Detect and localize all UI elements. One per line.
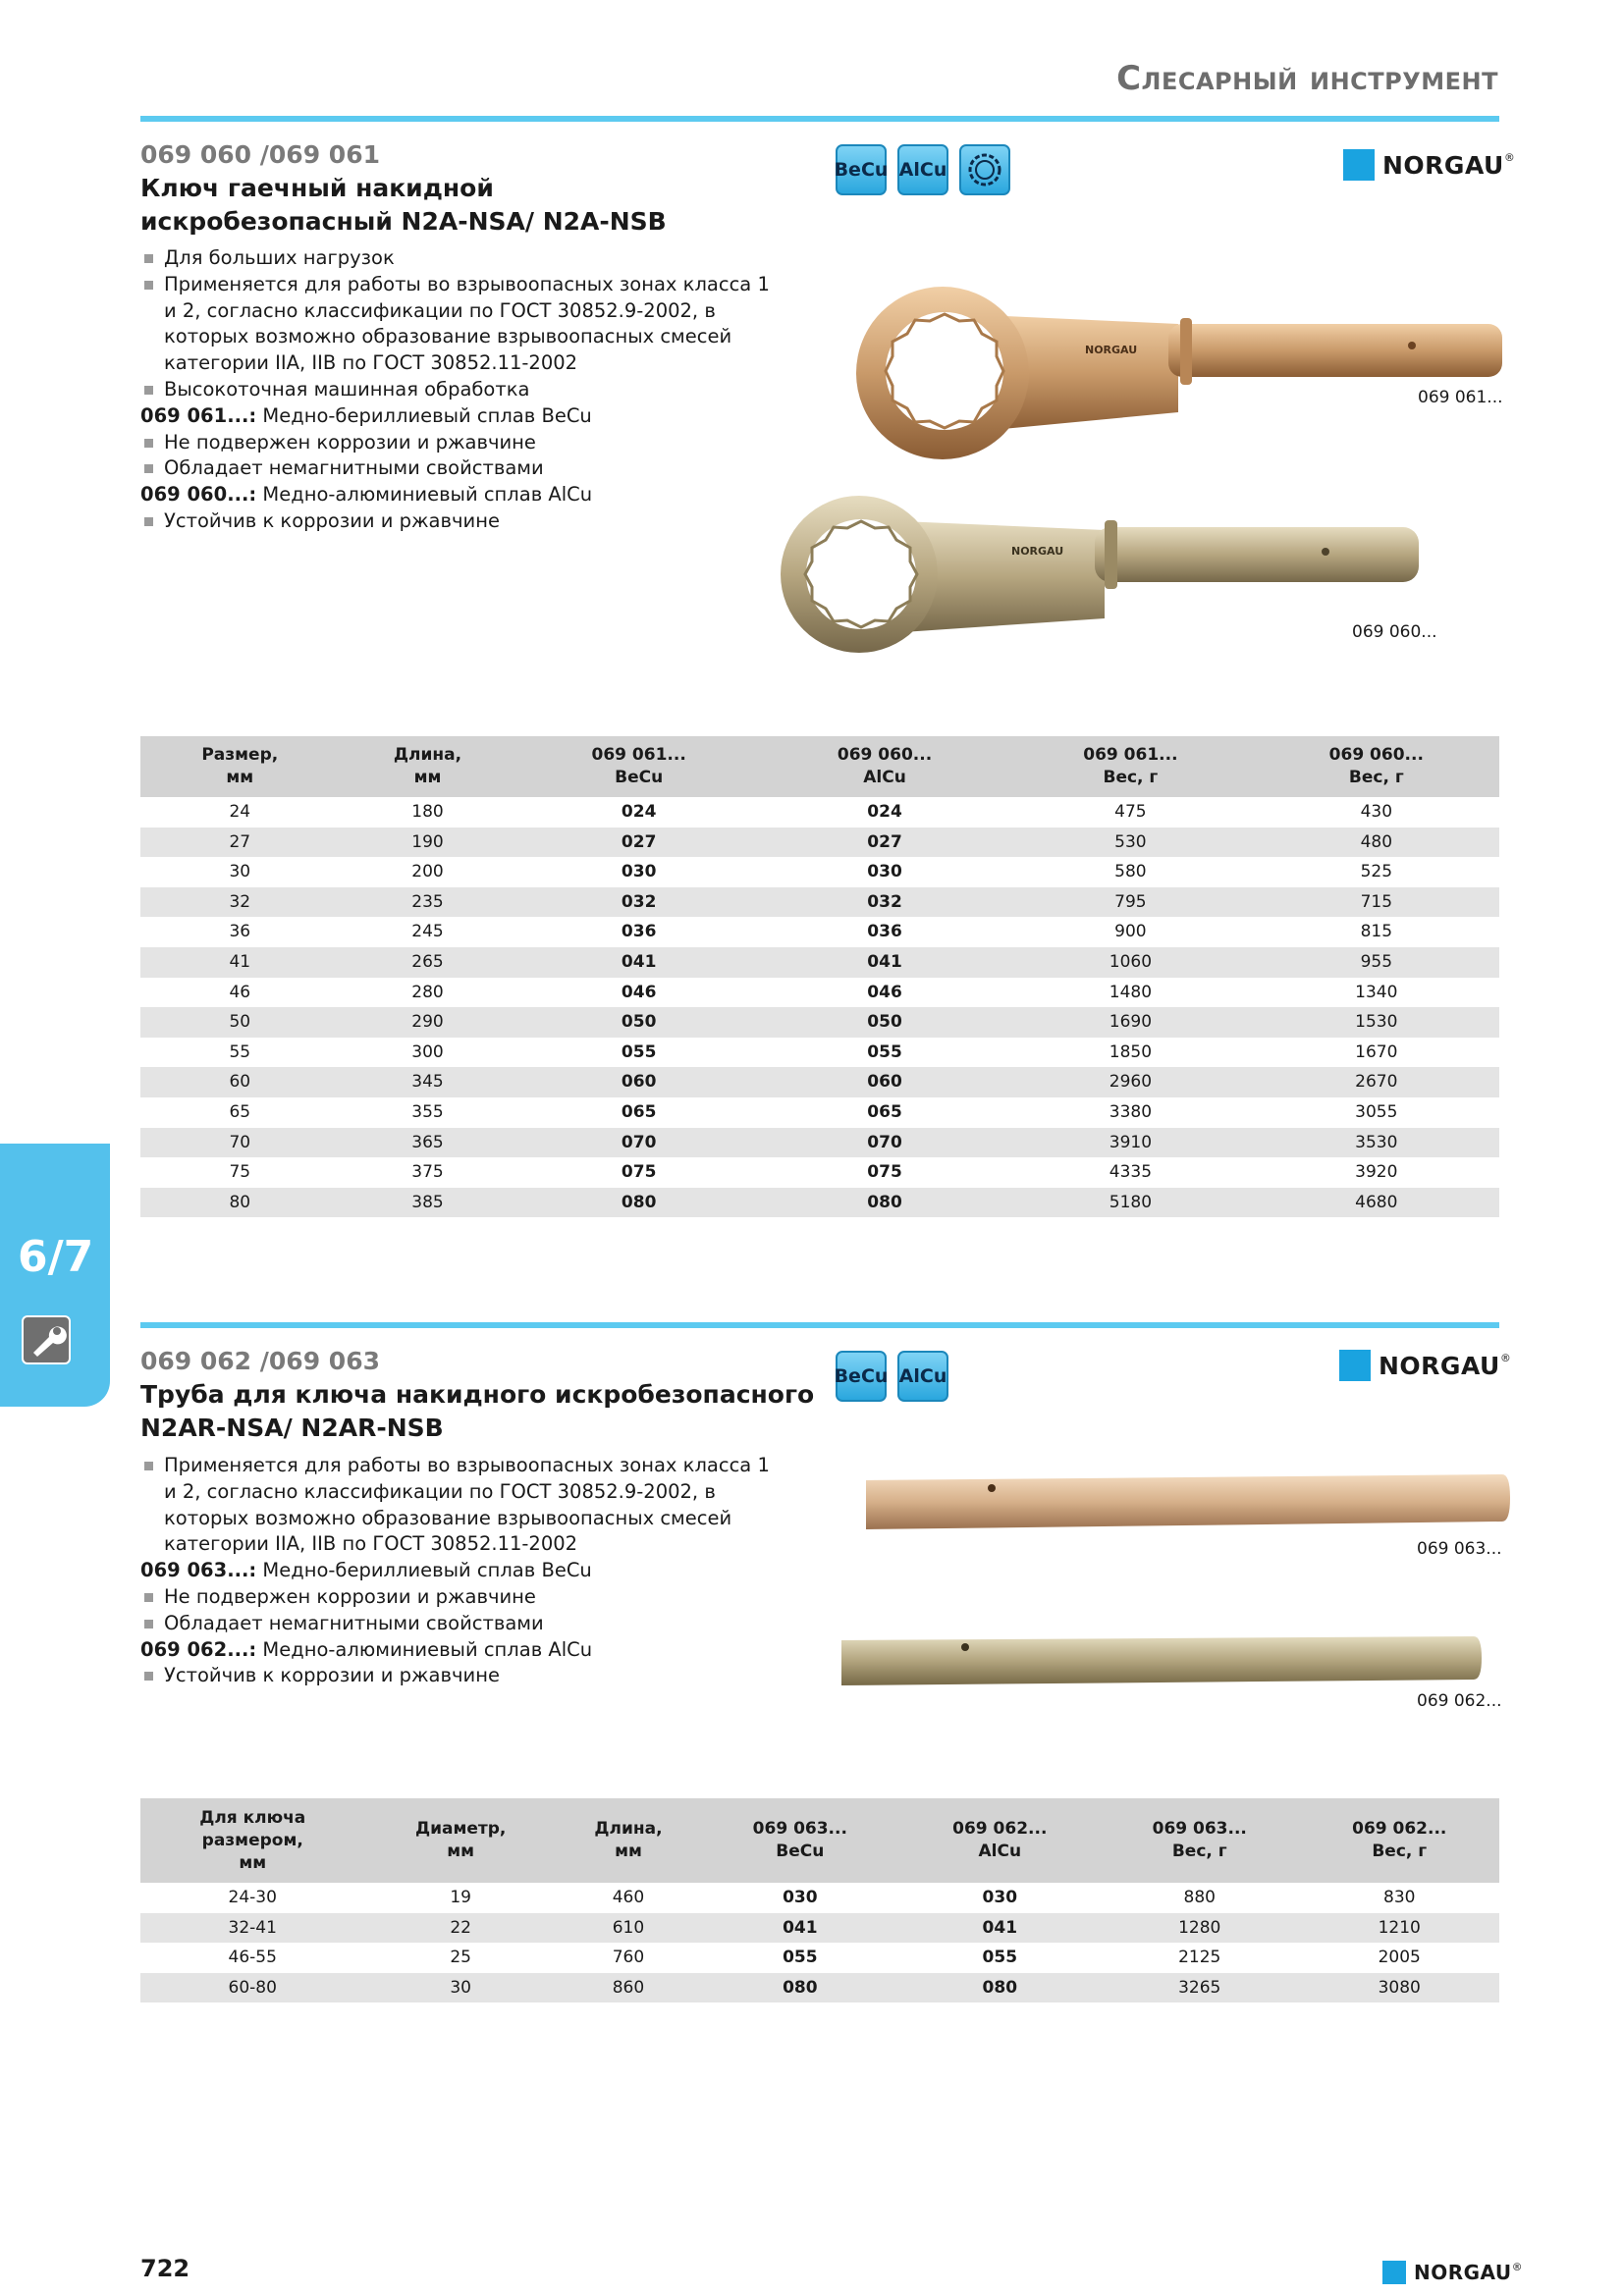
table1-header-line: 069 060...	[837, 745, 933, 765]
product2-desc-material	[140, 1637, 779, 1664]
table1-cell: 265	[340, 947, 516, 978]
table2-header	[557, 1798, 700, 1883]
product1-description	[140, 245, 779, 535]
table-row	[140, 947, 1499, 978]
table1-cell: 065	[621, 1101, 657, 1122]
table2-cell: 880	[1183, 1888, 1216, 1907]
brand-square-icon	[1343, 149, 1375, 181]
table-tube-spec	[140, 1798, 1499, 2002]
product2-desc-material	[140, 1558, 779, 1584]
table1-cell: 345	[340, 1067, 516, 1097]
product1-desc-material	[140, 482, 779, 508]
table1-cell: 5180	[1007, 1188, 1253, 1218]
table2-cell: 19	[450, 1888, 471, 1907]
table2-cell: 830	[1383, 1888, 1416, 1907]
product2-code: 069 062 /069 063	[140, 1347, 380, 1375]
table1-cell: 030	[621, 862, 657, 882]
table1-cell: 900	[1114, 922, 1147, 942]
table1-header	[1007, 736, 1253, 797]
table2-header-line: 069 063...	[1152, 1819, 1247, 1839]
table2-cell: 46-55	[228, 1948, 277, 1968]
product2-title-line2: N2AR-NSA/ N2AR-NSB	[140, 1414, 444, 1442]
table1-cell: 060	[515, 1067, 761, 1097]
table-row	[140, 1128, 1499, 1158]
becu-badge: BeCu	[836, 1351, 887, 1402]
table1-cell: 290	[340, 1007, 516, 1038]
table1-header-line: 069 060...	[1328, 745, 1424, 765]
table1-cell: 046	[867, 982, 902, 1002]
table2-cell: 610	[557, 1913, 700, 1944]
product2-title-line1: Труба для ключа накидного искробезопасного	[140, 1380, 815, 1409]
tube-image-alcu	[839, 1634, 1488, 1689]
product1-desc-material	[140, 403, 779, 430]
table2-header	[1100, 1798, 1299, 1883]
table1-cell: 036	[867, 922, 902, 942]
brand-name: NORGAU	[1379, 1351, 1500, 1380]
table1-cell: 065	[867, 1101, 902, 1122]
table1-cell: 27	[140, 828, 340, 858]
table1-cell: 200	[411, 862, 444, 882]
wrench-icon	[22, 1315, 71, 1364]
table1-cell: 475	[1114, 802, 1147, 822]
table2-header-line: Диаметр,	[414, 1819, 507, 1839]
table2-cell: 055	[982, 1948, 1018, 1968]
table1-cell: 4680	[1254, 1188, 1499, 1218]
table1-cell: 30	[229, 862, 251, 882]
table1-cell: 055	[867, 1041, 902, 1062]
table1-cell: 190	[340, 828, 516, 858]
table2-header-line: размером,	[201, 1830, 303, 1850]
table1-cell: 055	[621, 1041, 657, 1062]
table-row	[140, 887, 1499, 918]
table1-cell: 1670	[1355, 1041, 1398, 1062]
table1-cell: 65	[229, 1101, 251, 1122]
chapter-side-tab	[0, 1144, 110, 1407]
table1-cell: 385	[340, 1188, 516, 1218]
table-row	[140, 1097, 1499, 1128]
table1-header	[1254, 736, 1499, 797]
table2-header-line: 069 062...	[1352, 1819, 1447, 1839]
table1-cell: 70	[140, 1128, 340, 1158]
product1-desc-item: Устойчив к коррозии и ржавчине	[140, 508, 779, 535]
product2-desc-code: 069 062...:	[140, 1637, 257, 1661]
table1-cell: 075	[867, 1162, 902, 1183]
table2-header-line: AlCu	[978, 1842, 1022, 1861]
alcu-badge: AlCu	[897, 1351, 948, 1402]
brand-logo-product1	[1343, 149, 1515, 181]
brand-name: NORGAU	[1414, 2261, 1512, 2284]
table1-cell: 300	[411, 1041, 444, 1062]
tube-image-becu	[864, 1472, 1512, 1531]
table1-cell: 1690	[1007, 1007, 1253, 1038]
table-row	[140, 978, 1499, 1008]
table1-cell: 1530	[1254, 1007, 1499, 1038]
table1-cell: 375	[411, 1162, 444, 1183]
table-row	[140, 1188, 1499, 1218]
table2-cell: 32-41	[140, 1913, 364, 1944]
table2-header	[140, 1798, 364, 1883]
table2-cell: 2125	[1178, 1948, 1221, 1968]
table-row	[140, 1883, 1499, 1913]
table1-cell: 46	[229, 982, 251, 1002]
brand-name: NORGAU	[1382, 150, 1504, 180]
brand-registered-mark: ®	[1511, 2261, 1524, 2273]
brand-logo-product2	[1339, 1350, 1511, 1381]
table1-cell: 3380	[1109, 1101, 1153, 1122]
table1-cell: 027	[515, 828, 761, 858]
table2-cell: 055	[783, 1948, 818, 1968]
table1-header	[762, 736, 1007, 797]
table-row	[140, 857, 1499, 887]
product1-title	[140, 172, 667, 239]
table1-header	[340, 736, 516, 797]
wrench-becu-caption: 069 061...	[1418, 388, 1503, 407]
table1-header	[515, 736, 761, 797]
table-row	[140, 797, 1499, 828]
table1-header-line: Длина,	[393, 745, 462, 765]
tube-becu-caption: 069 063...	[1417, 1539, 1502, 1559]
table1-cell: 046	[621, 982, 657, 1002]
table1-cell: 050	[515, 1007, 761, 1038]
table1-cell: 030	[867, 862, 902, 882]
product2-desc-item: Применяется для работы во взрывоопасных зонах класса 1 и 2, согласно классификации по ГОСТ 30852.9-2002, в которых возможно образование взрывоопасных смесей категории IIA, IIB по ГОСТ 30852.11-2002	[140, 1453, 779, 1558]
brand-registered-mark: ®	[1499, 1351, 1512, 1364]
table2-header	[364, 1798, 556, 1883]
section-title: Слесарный инструмент	[1116, 59, 1498, 98]
table2-body	[140, 1883, 1499, 2002]
table2-cell: 041	[900, 1913, 1100, 1944]
table-row	[140, 1157, 1499, 1188]
becu-badge: BeCu	[836, 144, 887, 195]
section-rule-top	[140, 116, 1499, 122]
wrench-alcu-caption: 069 060...	[1352, 622, 1437, 642]
product1-desc-code: 069 060...:	[140, 483, 257, 507]
wrench-image-alcu	[761, 496, 1429, 653]
table2-cell: 760	[612, 1948, 645, 1968]
table1-cell: 3920	[1355, 1162, 1398, 1183]
product2-desc-material-text: Медно-алюминиевый сплав AlCu	[256, 1637, 593, 1661]
table1-header	[140, 736, 340, 797]
product2-title	[140, 1378, 814, 1445]
table1-header-line: мм	[226, 768, 254, 787]
table1-cell: 041	[762, 947, 1007, 978]
table1-cell: 60	[140, 1067, 340, 1097]
product1-desc-material-text: Медно-бериллиевый сплав BeCu	[256, 403, 592, 427]
table1-cell: 036	[621, 922, 657, 942]
table1-cell: 1060	[1007, 947, 1253, 978]
table1-cell: 1480	[1109, 982, 1153, 1002]
table1-header-line: Вес, г	[1348, 768, 1404, 787]
table1-cell: 070	[762, 1128, 1007, 1158]
table1-cell: 032	[515, 887, 761, 918]
product1-desc-material-text: Медно-алюминиевый сплав AlCu	[256, 483, 593, 507]
table2-header-line: мм	[447, 1842, 475, 1861]
table2-header-line: 069 062...	[952, 1819, 1048, 1839]
table1-cell: 525	[1360, 862, 1393, 882]
product1-desc-item: Для больших нагрузок	[140, 245, 779, 272]
table2-cell: 3080	[1299, 1973, 1499, 2003]
table1-header-line: мм	[413, 768, 442, 787]
table2-header-line: 069 063...	[752, 1819, 847, 1839]
product2-description	[140, 1453, 779, 1689]
table1-cell: 024	[621, 802, 657, 822]
brand-logo-footer	[1382, 2261, 1523, 2284]
table1-cell: 050	[762, 1007, 1007, 1038]
table2-header-line: мм	[239, 1852, 267, 1873]
table1-cell: 080	[762, 1188, 1007, 1218]
table1-cell: 280	[411, 982, 444, 1002]
table1-cell: 024	[867, 802, 902, 822]
table-row	[140, 1038, 1499, 1068]
table-row	[140, 828, 1499, 858]
table1-cell: 580	[1114, 862, 1147, 882]
table2-header	[1299, 1798, 1499, 1883]
table2-cell: 030	[982, 1888, 1018, 1907]
tube-alcu-caption: 069 062...	[1417, 1691, 1502, 1711]
table1-cell: 180	[411, 802, 444, 822]
table1-header-line: Вес, г	[1103, 768, 1159, 787]
table2-cell: 3265	[1100, 1973, 1299, 2003]
table1-cell: 060	[762, 1067, 1007, 1097]
table1-cell: 32	[140, 887, 340, 918]
table1-cell: 1850	[1109, 1041, 1153, 1062]
wrench-engraving: NORGAU	[1011, 545, 1064, 558]
table-row	[140, 1007, 1499, 1038]
table1-body	[140, 797, 1499, 1217]
table1-header-line: AlCu	[863, 768, 906, 787]
table2-cell: 460	[612, 1888, 645, 1907]
page-number: 722	[140, 2255, 190, 2282]
table1-cell: 815	[1360, 922, 1393, 942]
table2-header-line: Вес, г	[1372, 1842, 1428, 1861]
table1-cell: 36	[229, 922, 251, 942]
table1-cell: 070	[515, 1128, 761, 1158]
table2-header-line: BeCu	[776, 1842, 825, 1861]
table1-cell: 24	[229, 802, 251, 822]
table2-cell: 25	[450, 1948, 471, 1968]
product2-desc-item: Не подвержен коррозии и ржавчине	[140, 1584, 779, 1611]
table2-cell: 080	[900, 1973, 1100, 2003]
table2-cell: 24-30	[228, 1888, 277, 1907]
table1-cell: 080	[515, 1188, 761, 1218]
table1-cell: 235	[340, 887, 516, 918]
table1-cell: 430	[1360, 802, 1393, 822]
table1-cell: 3055	[1355, 1101, 1398, 1122]
product2-desc-code: 069 063...:	[140, 1559, 257, 1582]
table1-header-line: 069 061...	[591, 745, 686, 765]
section-rule-product2	[140, 1322, 1499, 1328]
table2-cell: 041	[700, 1913, 899, 1944]
brand-registered-mark: ®	[1503, 150, 1516, 164]
table2-cell: 860	[557, 1973, 700, 2003]
table2-header-line: Вес, г	[1171, 1842, 1227, 1861]
table1-cell: 955	[1254, 947, 1499, 978]
ring-wrench-icon	[959, 144, 1010, 195]
table1-cell: 1340	[1355, 982, 1398, 1002]
table2-cell: 1280	[1100, 1913, 1299, 1944]
table-row	[140, 1943, 1499, 1973]
table2-cell: 1210	[1299, 1913, 1499, 1944]
table2-cell: 30	[364, 1973, 556, 2003]
product1-desc-code: 069 061...:	[140, 403, 257, 427]
table1-cell: 355	[411, 1101, 444, 1122]
table2-cell: 22	[364, 1913, 556, 1944]
table2-header-line: Для ключа	[199, 1807, 306, 1828]
product2-desc-item: Обладает немагнитными свойствами	[140, 1611, 779, 1637]
product1-code: 069 060 /069 061	[140, 140, 380, 169]
table1-cell: 032	[762, 887, 1007, 918]
table1-cell: 075	[621, 1162, 657, 1183]
wrench-image-becu	[844, 285, 1512, 461]
wrench-engraving: NORGAU	[1085, 344, 1138, 356]
table1-cell: 4335	[1109, 1162, 1153, 1183]
table1-cell: 715	[1254, 887, 1499, 918]
table2-header-line: мм	[615, 1842, 642, 1861]
table1-cell: 41	[140, 947, 340, 978]
table1-cell: 245	[411, 922, 444, 942]
table-row	[140, 917, 1499, 947]
table1-cell: 027	[762, 828, 1007, 858]
product1-desc-item: Высокоточная машинная обработка	[140, 377, 779, 403]
table2-header	[700, 1798, 899, 1883]
brand-square-icon	[1382, 2261, 1406, 2284]
table-row	[140, 1913, 1499, 1944]
table1-cell: 530	[1007, 828, 1253, 858]
product2-desc-item: Устойчив к коррозии и ржавчине	[140, 1663, 779, 1689]
product1-title-line2: искробезопасный N2A-NSA/ N2A-NSB	[140, 207, 667, 236]
product1-desc-item: Не подвержен коррозии и ржавчине	[140, 430, 779, 456]
table-wrench-spec	[140, 736, 1499, 1217]
table1-cell: 50	[140, 1007, 340, 1038]
table1-cell: 2960	[1007, 1067, 1253, 1097]
product1-desc-item: Применяется для работы во взрывоопасных зонах класса 1 и 2, согласно классификации по ГОСТ 30852.9-2002, в которых возможно образование взрывоопасных смесей категории IIA, IIB по ГОСТ 30852.11-2002	[140, 272, 779, 377]
table2-header	[900, 1798, 1100, 1883]
table1-cell: 75	[229, 1162, 251, 1183]
chapter-number: 6/7	[18, 1232, 94, 1282]
table1-cell: 2670	[1254, 1067, 1499, 1097]
table1-cell: 795	[1007, 887, 1253, 918]
table2-cell: 030	[783, 1888, 818, 1907]
table-row	[140, 1067, 1499, 1097]
table1-cell: 041	[515, 947, 761, 978]
table1-cell: 3910	[1007, 1128, 1253, 1158]
brand-square-icon	[1339, 1350, 1371, 1381]
table1-cell: 3530	[1254, 1128, 1499, 1158]
table1-cell: 480	[1254, 828, 1499, 858]
table2-header-line: Длина,	[594, 1819, 663, 1839]
table2-cell: 080	[700, 1973, 899, 2003]
product2-desc-material-text: Медно-бериллиевый сплав BeCu	[256, 1559, 592, 1582]
table2-cell: 2005	[1378, 1948, 1421, 1968]
table1-header-line: Размер,	[201, 745, 279, 765]
table1-cell: 365	[340, 1128, 516, 1158]
table1-cell: 55	[229, 1041, 251, 1062]
table-row	[140, 1973, 1499, 2003]
product1-desc-item: Обладает немагнитными свойствами	[140, 455, 779, 482]
alcu-badge: AlCu	[897, 144, 948, 195]
table1-header-line: 069 061...	[1083, 745, 1178, 765]
table2-cell: 60-80	[140, 1973, 364, 2003]
table1-header-line: BeCu	[615, 768, 664, 787]
table1-cell: 80	[140, 1188, 340, 1218]
product1-title-line1: Ключ гаечный накидной	[140, 174, 494, 202]
